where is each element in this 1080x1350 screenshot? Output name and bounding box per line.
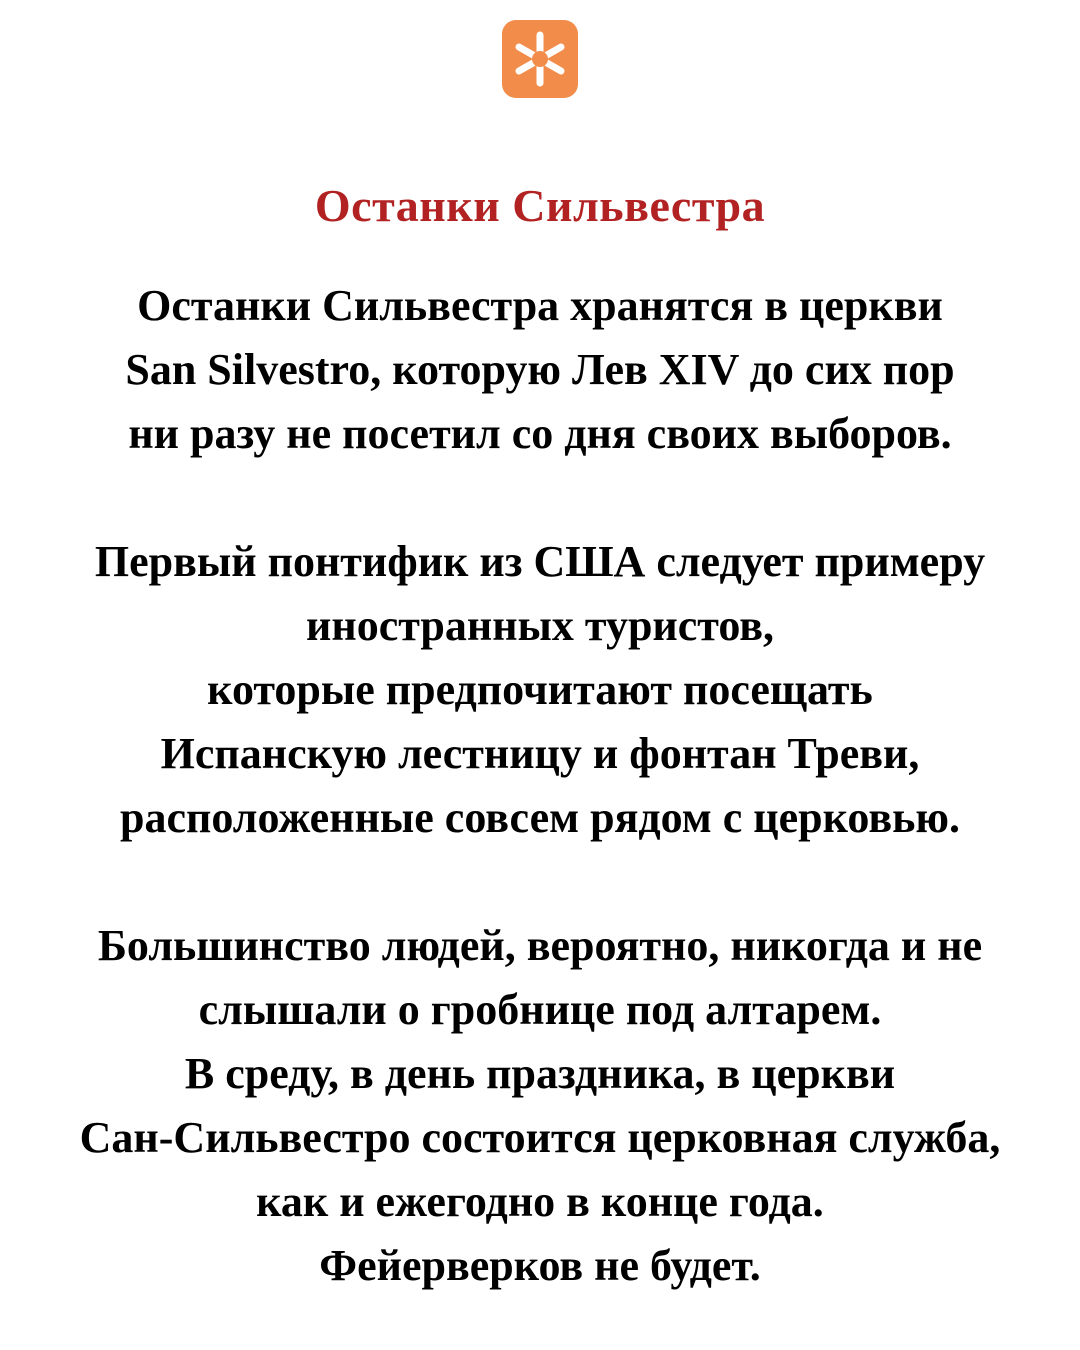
text-line: расположенные совсем рядом с церковью. — [120, 793, 960, 842]
text-line: В среду, в день праздника, в церкви — [184, 1049, 896, 1098]
paragraph-1 — [0, 274, 1080, 466]
paragraph-3 — [0, 914, 1080, 1298]
text-line: иностранных туристов, — [306, 601, 774, 650]
logo — [502, 20, 578, 98]
article-title: Останки Сильвестра — [314, 180, 766, 231]
asterisk-icon — [502, 20, 578, 98]
text-line: Испанскую лестницу и фонтан Треви, — [160, 729, 920, 778]
text-line: Останки Сильвестра хранятся в церкви — [137, 281, 943, 330]
text-line: слышали о гробнице под алтарем. — [198, 985, 882, 1034]
paragraph-2 — [0, 530, 1080, 850]
text-line: San Silvestro, которую Лев XIV до сих пор — [125, 345, 955, 394]
text-line: Первый понтифик из США следует примеру — [94, 537, 986, 586]
text-line: как и ежегодно в конце года. — [256, 1177, 824, 1226]
text-line: Фейерверков не будет. — [319, 1241, 761, 1290]
text-line: Сан-Сильвестро состоится церковная служба, — [79, 1113, 1001, 1162]
text-line: ни разу не посетил со дня своих выборов. — [128, 409, 952, 458]
text-line: которые предпочитают посещать — [207, 665, 873, 714]
text-line: Большинство людей, вероятно, никогда и не — [97, 921, 983, 970]
